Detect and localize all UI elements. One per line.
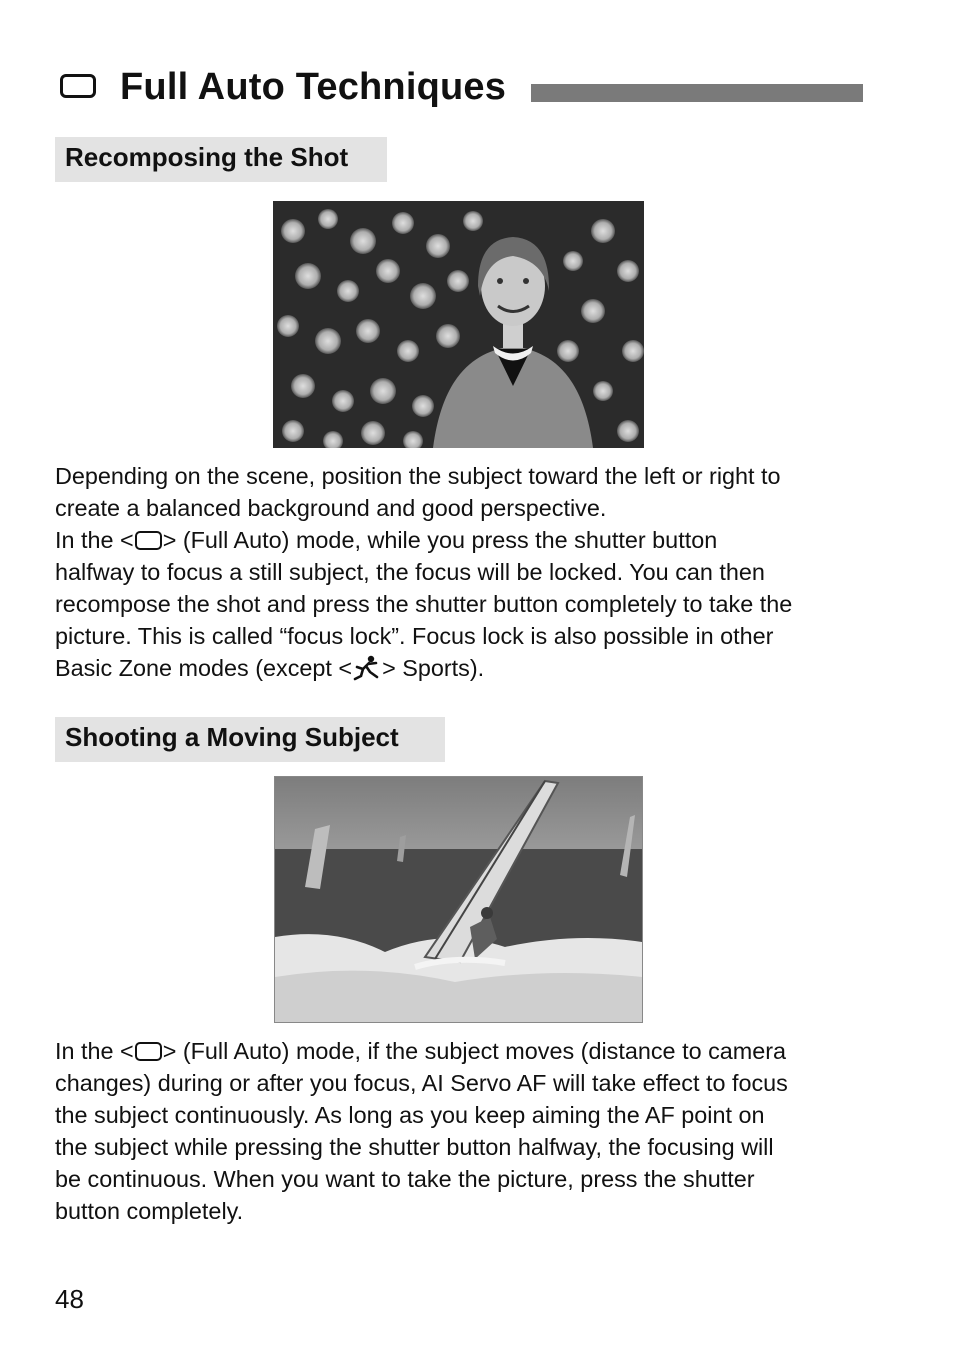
text-line: changes) during or after you focus, AI Servo AF will take effect to focus	[55, 1070, 788, 1096]
text-line: create a balanced background and good perspective.	[55, 495, 607, 521]
page-title: Full Auto Techniques	[120, 66, 507, 108]
text-line	[55, 1035, 875, 1067]
text-line	[55, 524, 875, 556]
title-rule	[531, 84, 863, 102]
portrait-photo	[273, 201, 644, 448]
portrait-photo-graphic	[273, 201, 644, 448]
text-line	[55, 652, 875, 684]
section-heading-recomposing: Recomposing the Shot	[55, 137, 387, 182]
text-line: be continuous. When you want to take the picture, press the shutter	[55, 1166, 755, 1192]
recomposing-paragraph	[55, 460, 875, 684]
text-fragment: In the <	[55, 1038, 134, 1064]
text-line: Depending on the scene, position the subject toward the left or right to	[55, 463, 781, 489]
text-line: the subject while pressing the shutter button halfway, the focusing will	[55, 1134, 774, 1160]
text-fragment: > (Full Auto) mode, if the subject moves (distance to camera	[162, 1038, 787, 1064]
text-line: button completely.	[55, 1198, 244, 1224]
windsurfer-photo	[274, 776, 643, 1023]
page-number: 48	[55, 1284, 84, 1314]
text-fragment: In the <	[55, 527, 134, 553]
sports-mode-icon	[352, 655, 382, 681]
text-line: the subject continuously. As long as you keep aiming the AF point on	[55, 1102, 765, 1128]
full-auto-mode-icon	[135, 531, 162, 550]
windsurfer-photo-graphic	[275, 777, 642, 1022]
text-fragment: Basic Zone modes (except <	[55, 655, 353, 681]
moving-subject-paragraph	[55, 1035, 875, 1227]
text-line: picture. This is called “focus lock”. Focus lock is also possible in other	[55, 623, 774, 649]
full-auto-mode-icon	[135, 1042, 162, 1061]
full-auto-mode-icon	[60, 74, 96, 98]
text-line: recompose the shot and press the shutter button completely to take the	[55, 591, 793, 617]
text-fragment: > Sports).	[382, 655, 485, 681]
text-line: halfway to focus a still subject, the focus will be locked. You can then	[55, 559, 765, 585]
title-row	[58, 64, 864, 114]
text-fragment: > (Full Auto) mode, while you press the shutter button	[162, 527, 718, 553]
section-heading-moving-subject: Shooting a Moving Subject	[55, 717, 445, 762]
